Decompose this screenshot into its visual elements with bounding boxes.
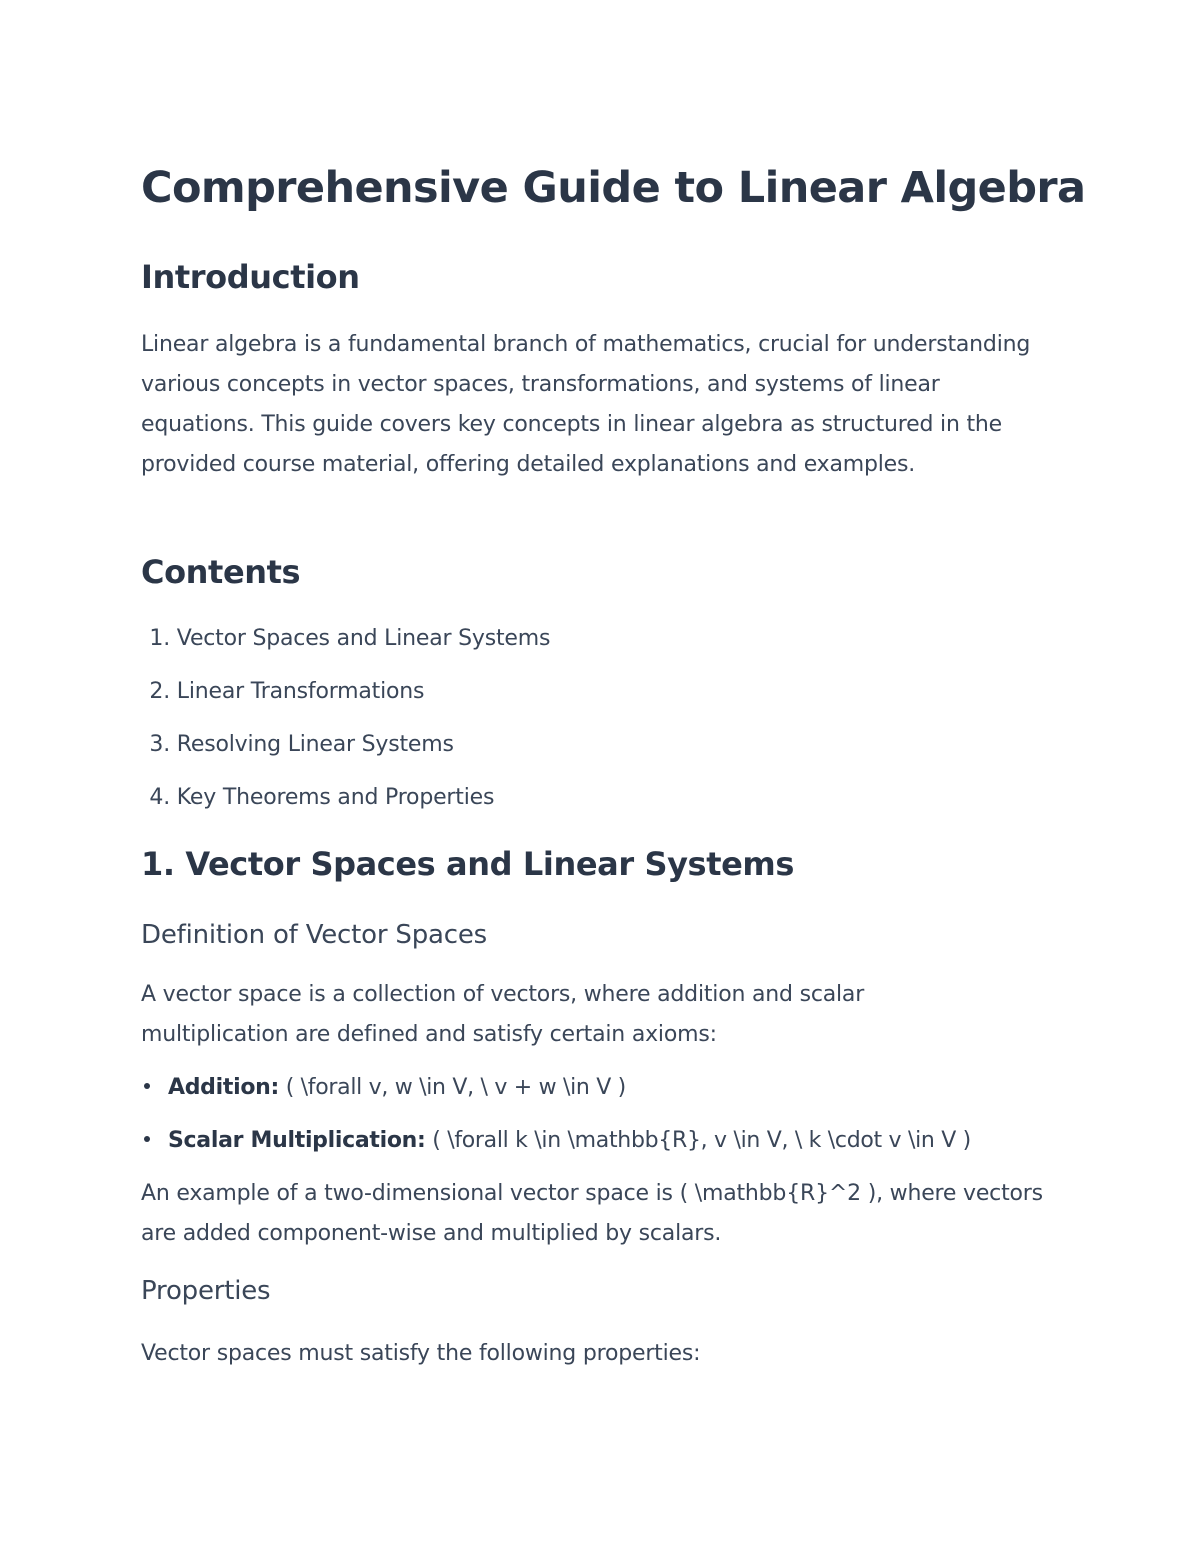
- bullet-icon: [144, 1083, 150, 1089]
- document-title: Comprehensive Guide to Linear Algebra: [141, 163, 1086, 213]
- introduction-heading: Introduction: [141, 258, 360, 296]
- list-item: Scalar Multiplication: ( \forall k \in \mathbb{R}, v \in V, \ k \cdot v \in V ): [141, 1127, 971, 1180]
- properties-subheading: Properties: [141, 1276, 271, 1306]
- axioms-list: [141, 1074, 971, 1180]
- contents-heading: Contents: [141, 553, 301, 591]
- introduction-paragraph: Linear algebra is a fundamental branch of mathematics, crucial for understanding various concepts in vector spaces, transformations, and systems of linear equations. This guide covers key concepts in linear algebra as structured in the provided course material, offering detailed explanations and examples.: [141, 332, 1031, 477]
- bullet-icon: [144, 1136, 150, 1142]
- definition-paragraph: A vector space is a collection of vectors, where addition and scalar multiplication are defined and satisfy certain axioms:: [141, 982, 865, 1047]
- contents-item: 1. Vector Spaces and Linear Systems: [149, 626, 551, 651]
- contents-item: 4. Key Theorems and Properties: [149, 785, 495, 810]
- section1-heading: 1. Vector Spaces and Linear Systems: [141, 845, 794, 883]
- contents-item: 2. Linear Transformations: [149, 679, 425, 704]
- example-paragraph: An example of a two-dimensional vector space is ( \mathbb{R}^2 ), where vectors are added component-wise and multiplied by scalars.: [141, 1181, 1043, 1246]
- list-item: Addition: ( \forall v, w \in V, \ v + w \in V ): [141, 1074, 971, 1127]
- definition-subheading: Definition of Vector Spaces: [141, 920, 487, 950]
- contents-list: [141, 625, 550, 837]
- properties-paragraph: Vector spaces must satisfy the following properties:: [141, 1341, 701, 1366]
- contents-item: 3. Resolving Linear Systems: [149, 732, 454, 757]
